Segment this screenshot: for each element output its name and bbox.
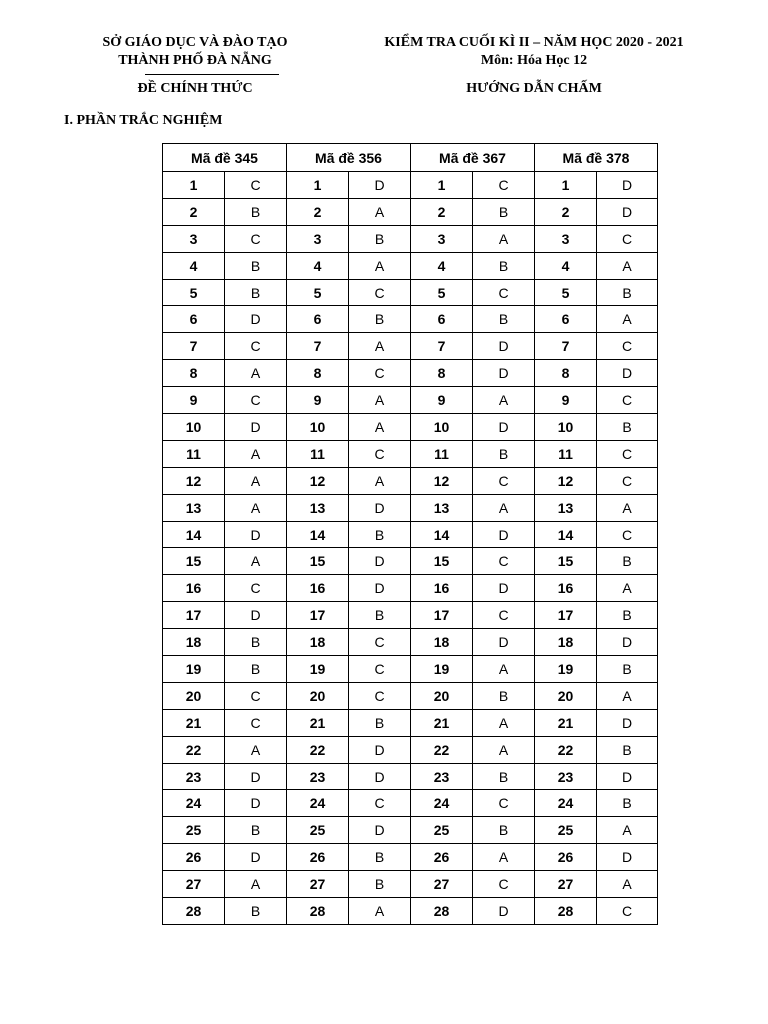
question-number: 17 — [287, 602, 349, 629]
answer-choice: B — [225, 279, 287, 306]
table-row — [163, 898, 658, 925]
answer-choice: A — [597, 682, 658, 709]
question-number: 7 — [287, 333, 349, 360]
answer-choice: D — [473, 360, 535, 387]
question-number: 24 — [535, 790, 597, 817]
question-number: 6 — [163, 306, 225, 333]
answer-choice: C — [473, 279, 535, 306]
answer-choice: A — [349, 387, 411, 414]
answer-choice: A — [473, 494, 535, 521]
answer-choice: B — [225, 898, 287, 925]
question-number: 17 — [411, 602, 473, 629]
answer-choice: A — [473, 656, 535, 683]
answer-choice: A — [349, 414, 411, 441]
question-number: 13 — [287, 494, 349, 521]
question-number: 20 — [287, 682, 349, 709]
question-number: 18 — [411, 629, 473, 656]
exam-title: KIỂM TRA CUỐI KÌ II – NĂM HỌC 2020 - 2021 — [384, 35, 684, 50]
question-number: 26 — [163, 844, 225, 871]
exam-code-header: Mã đề 356 — [287, 144, 411, 172]
answer-choice: D — [597, 360, 658, 387]
question-number: 2 — [535, 198, 597, 225]
table-row — [163, 494, 658, 521]
answer-choice: C — [597, 467, 658, 494]
answer-choice: D — [349, 763, 411, 790]
answer-choice: C — [473, 172, 535, 199]
answer-choice: A — [349, 252, 411, 279]
question-number: 23 — [287, 763, 349, 790]
question-number: 4 — [287, 252, 349, 279]
answer-choice: B — [349, 871, 411, 898]
answer-choice: D — [597, 844, 658, 871]
table-row — [163, 871, 658, 898]
answer-choice: C — [597, 225, 658, 252]
answer-choice: A — [225, 440, 287, 467]
question-number: 4 — [163, 252, 225, 279]
answer-choice: B — [225, 198, 287, 225]
table-row — [163, 763, 658, 790]
answer-choice: C — [473, 602, 535, 629]
question-number: 21 — [287, 709, 349, 736]
question-number: 14 — [411, 521, 473, 548]
answer-choice: B — [225, 252, 287, 279]
question-number: 12 — [411, 467, 473, 494]
exam-code-header: Mã đề 345 — [163, 144, 287, 172]
question-number: 5 — [287, 279, 349, 306]
question-number: 12 — [287, 467, 349, 494]
table-row — [163, 844, 658, 871]
question-number: 5 — [535, 279, 597, 306]
question-number: 10 — [535, 414, 597, 441]
answer-choice: C — [473, 790, 535, 817]
answer-choice: B — [597, 548, 658, 575]
question-number: 6 — [287, 306, 349, 333]
answer-choice: A — [349, 467, 411, 494]
answer-choice: B — [597, 790, 658, 817]
question-number: 11 — [287, 440, 349, 467]
question-number: 20 — [411, 682, 473, 709]
question-number: 11 — [163, 440, 225, 467]
answer-choice: C — [349, 790, 411, 817]
question-number: 23 — [411, 763, 473, 790]
question-number: 26 — [535, 844, 597, 871]
question-number: 17 — [535, 602, 597, 629]
question-number: 8 — [163, 360, 225, 387]
question-number: 26 — [287, 844, 349, 871]
question-number: 3 — [535, 225, 597, 252]
answer-choice: D — [225, 602, 287, 629]
question-number: 7 — [535, 333, 597, 360]
grading-guide-label: HƯỚNG DẪN CHẤM — [466, 81, 602, 96]
table-row — [163, 682, 658, 709]
exam-subject: Môn: Hóa Học 12 — [480, 53, 588, 68]
table-row — [163, 172, 658, 199]
answer-choice: A — [473, 709, 535, 736]
question-number: 25 — [163, 817, 225, 844]
answer-choice: D — [597, 198, 658, 225]
question-number: 9 — [287, 387, 349, 414]
table-row — [163, 252, 658, 279]
issuer-department: SỞ GIÁO DỤC VÀ ĐÀO TẠO — [102, 35, 288, 50]
answer-choice: D — [349, 817, 411, 844]
table-row — [163, 736, 658, 763]
answer-choice: D — [225, 414, 287, 441]
answer-choice: A — [225, 548, 287, 575]
question-number: 1 — [411, 172, 473, 199]
answer-choice: A — [597, 575, 658, 602]
answer-choice: B — [473, 252, 535, 279]
question-number: 23 — [163, 763, 225, 790]
answer-choice: B — [473, 817, 535, 844]
table-row — [163, 279, 658, 306]
question-number: 15 — [411, 548, 473, 575]
question-number: 15 — [287, 548, 349, 575]
table-row — [163, 387, 658, 414]
table-row — [163, 440, 658, 467]
question-number: 4 — [411, 252, 473, 279]
question-number: 5 — [163, 279, 225, 306]
section-title: I. PHẦN TRẮC NGHIỆM — [64, 113, 223, 128]
answer-choice: D — [597, 709, 658, 736]
answer-choice: B — [349, 521, 411, 548]
answer-choice: D — [473, 521, 535, 548]
question-number: 11 — [535, 440, 597, 467]
issuer-city: THÀNH PHỐ ĐÀ NẴNG — [118, 53, 272, 68]
exam-info-block — [354, 34, 714, 70]
question-number: 14 — [163, 521, 225, 548]
answer-choice: C — [349, 440, 411, 467]
table-row — [163, 225, 658, 252]
table-row — [163, 521, 658, 548]
table-row — [163, 790, 658, 817]
question-number: 26 — [411, 844, 473, 871]
header-underline — [145, 74, 279, 75]
question-number: 18 — [535, 629, 597, 656]
exam-code-header: Mã đề 367 — [411, 144, 535, 172]
question-number: 5 — [411, 279, 473, 306]
answer-choice: D — [225, 763, 287, 790]
answer-choice: A — [597, 306, 658, 333]
answer-choice: A — [473, 225, 535, 252]
question-number: 27 — [535, 871, 597, 898]
question-number: 4 — [535, 252, 597, 279]
question-number: 20 — [535, 682, 597, 709]
answer-choice: D — [349, 172, 411, 199]
question-number: 8 — [535, 360, 597, 387]
answer-choice: A — [597, 252, 658, 279]
answer-choice: C — [597, 440, 658, 467]
answer-choice: D — [473, 898, 535, 925]
question-number: 28 — [411, 898, 473, 925]
question-number: 14 — [287, 521, 349, 548]
table-header-row — [163, 144, 658, 172]
question-number: 24 — [411, 790, 473, 817]
question-number: 16 — [535, 575, 597, 602]
question-number: 25 — [411, 817, 473, 844]
question-number: 18 — [163, 629, 225, 656]
question-number: 6 — [411, 306, 473, 333]
answer-choice: B — [473, 682, 535, 709]
question-number: 21 — [163, 709, 225, 736]
answer-choice: B — [349, 602, 411, 629]
answer-choice: B — [225, 656, 287, 683]
answer-choice: D — [349, 575, 411, 602]
answer-choice: D — [225, 844, 287, 871]
table-row — [163, 414, 658, 441]
answer-choice: B — [597, 279, 658, 306]
question-number: 15 — [163, 548, 225, 575]
question-number: 1 — [535, 172, 597, 199]
question-number: 9 — [411, 387, 473, 414]
answer-choice: C — [597, 898, 658, 925]
answer-choice: B — [473, 763, 535, 790]
question-number: 19 — [163, 656, 225, 683]
answer-choice: B — [473, 306, 535, 333]
answer-choice: C — [473, 548, 535, 575]
question-number: 10 — [411, 414, 473, 441]
question-number: 20 — [163, 682, 225, 709]
table-row — [163, 656, 658, 683]
question-number: 22 — [411, 736, 473, 763]
question-number: 6 — [535, 306, 597, 333]
question-number: 15 — [535, 548, 597, 575]
answer-choice: B — [597, 736, 658, 763]
table-row — [163, 548, 658, 575]
question-number: 27 — [287, 871, 349, 898]
question-number: 16 — [163, 575, 225, 602]
answer-choice: B — [349, 225, 411, 252]
answer-choice: C — [473, 467, 535, 494]
answer-choice: C — [349, 360, 411, 387]
question-number: 21 — [411, 709, 473, 736]
question-number: 28 — [287, 898, 349, 925]
answer-choice: B — [349, 306, 411, 333]
question-number: 19 — [287, 656, 349, 683]
answer-choice: A — [473, 736, 535, 763]
question-number: 1 — [163, 172, 225, 199]
answer-choice: A — [349, 333, 411, 360]
answer-choice: C — [225, 172, 287, 199]
answer-choice: A — [597, 494, 658, 521]
question-number: 16 — [287, 575, 349, 602]
table-row — [163, 360, 658, 387]
table-row — [163, 467, 658, 494]
question-number: 21 — [535, 709, 597, 736]
question-number: 14 — [535, 521, 597, 548]
answer-choice: A — [225, 871, 287, 898]
table-row — [163, 333, 658, 360]
question-number: 2 — [287, 198, 349, 225]
answer-choice: A — [597, 817, 658, 844]
question-number: 19 — [535, 656, 597, 683]
question-number: 16 — [411, 575, 473, 602]
answer-choice: C — [473, 871, 535, 898]
answer-choice: C — [349, 279, 411, 306]
answer-choice: A — [225, 467, 287, 494]
answer-choice: C — [597, 333, 658, 360]
answer-choice: B — [473, 198, 535, 225]
answer-choice: D — [349, 548, 411, 575]
official-label: ĐỀ CHÍNH THỨC — [137, 81, 253, 96]
question-number: 9 — [535, 387, 597, 414]
question-number: 22 — [535, 736, 597, 763]
question-number: 7 — [163, 333, 225, 360]
answer-choice: C — [349, 656, 411, 683]
question-number: 27 — [163, 871, 225, 898]
answer-choice: D — [349, 736, 411, 763]
answer-choice: B — [597, 656, 658, 683]
question-number: 22 — [163, 736, 225, 763]
question-number: 12 — [163, 467, 225, 494]
question-number: 28 — [163, 898, 225, 925]
question-number: 9 — [163, 387, 225, 414]
answer-choice: D — [473, 333, 535, 360]
answer-choice: D — [597, 763, 658, 790]
question-number: 12 — [535, 467, 597, 494]
question-number: 8 — [287, 360, 349, 387]
table-row — [163, 306, 658, 333]
question-number: 11 — [411, 440, 473, 467]
answer-rows — [163, 172, 658, 925]
question-number: 3 — [163, 225, 225, 252]
answer-choice: A — [225, 736, 287, 763]
table-row — [163, 629, 658, 656]
issuer-block — [60, 34, 330, 70]
answer-choice: C — [225, 225, 287, 252]
answer-choice: D — [597, 172, 658, 199]
question-number: 10 — [287, 414, 349, 441]
question-number: 24 — [287, 790, 349, 817]
answer-choice: A — [597, 871, 658, 898]
answer-choice: C — [225, 709, 287, 736]
answer-choice: C — [225, 387, 287, 414]
answer-choice: D — [225, 306, 287, 333]
answer-choice: A — [473, 387, 535, 414]
question-number: 1 — [287, 172, 349, 199]
answer-choice: A — [225, 360, 287, 387]
exam-code-header: Mã đề 378 — [535, 144, 658, 172]
question-number: 19 — [411, 656, 473, 683]
answer-choice: D — [225, 790, 287, 817]
answer-choice: C — [225, 333, 287, 360]
question-number: 25 — [287, 817, 349, 844]
question-number: 2 — [411, 198, 473, 225]
answer-choice: B — [225, 817, 287, 844]
question-number: 7 — [411, 333, 473, 360]
table-row — [163, 602, 658, 629]
question-number: 13 — [411, 494, 473, 521]
question-number: 18 — [287, 629, 349, 656]
question-number: 17 — [163, 602, 225, 629]
table-row — [163, 817, 658, 844]
table-row — [163, 575, 658, 602]
table-row — [163, 198, 658, 225]
question-number: 24 — [163, 790, 225, 817]
answer-choice: D — [349, 494, 411, 521]
answer-choice: C — [225, 575, 287, 602]
answer-choice: D — [225, 521, 287, 548]
answer-choice: B — [349, 709, 411, 736]
question-number: 3 — [287, 225, 349, 252]
answer-choice: B — [225, 629, 287, 656]
answer-choice: B — [597, 414, 658, 441]
answer-key-table — [162, 143, 658, 925]
question-number: 25 — [535, 817, 597, 844]
question-number: 10 — [163, 414, 225, 441]
question-number: 8 — [411, 360, 473, 387]
question-number: 2 — [163, 198, 225, 225]
answer-choice: D — [473, 414, 535, 441]
answer-choice: C — [597, 521, 658, 548]
question-number: 13 — [163, 494, 225, 521]
answer-choice: B — [473, 440, 535, 467]
answer-choice: A — [225, 494, 287, 521]
answer-choice: B — [349, 844, 411, 871]
answer-choice: A — [349, 198, 411, 225]
question-number: 23 — [535, 763, 597, 790]
answer-choice: A — [349, 898, 411, 925]
question-number: 22 — [287, 736, 349, 763]
answer-choice: D — [597, 629, 658, 656]
answer-choice: D — [473, 575, 535, 602]
answer-choice: D — [473, 629, 535, 656]
answer-choice: A — [473, 844, 535, 871]
question-number: 3 — [411, 225, 473, 252]
answer-choice: C — [349, 682, 411, 709]
question-number: 28 — [535, 898, 597, 925]
table-row — [163, 709, 658, 736]
answer-choice: C — [597, 387, 658, 414]
answer-choice: C — [225, 682, 287, 709]
answer-choice: C — [349, 629, 411, 656]
question-number: 27 — [411, 871, 473, 898]
answer-choice: B — [597, 602, 658, 629]
question-number: 13 — [535, 494, 597, 521]
